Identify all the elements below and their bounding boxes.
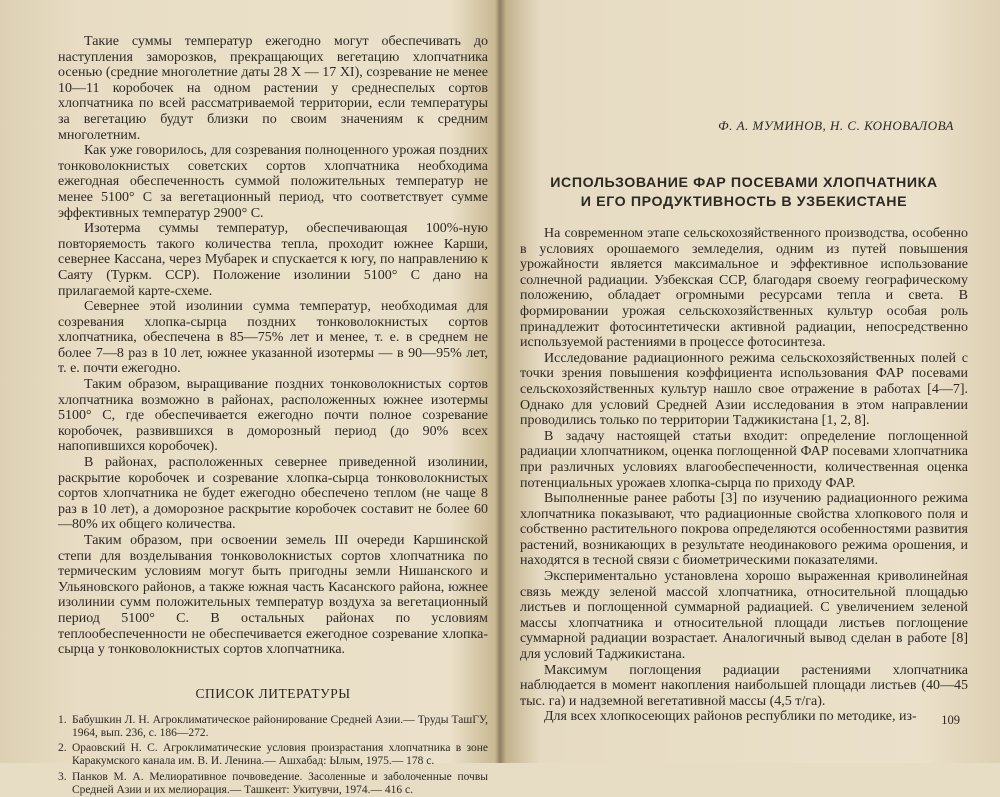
reference-number: 2. [58, 742, 67, 755]
right-paragraph-5: Экспериментально установлена хорошо выраженная криволинейная связь между зеленой массой хлопчатника, относительной площадью листьев и поглощенной суммарной радиацией. С увеличением зеленой массы хлопчатника и относительной площади листьев поглощение суммарной радиации возрастает. Аналогичный вывод сделан в работе [8] для условий Таджикистана. [520, 569, 968, 663]
references-title: СПИСОК ЛИТЕРАТУРЫ [195, 685, 351, 701]
left-paragraph-7: Таким образом, при освоении земель III очереди Каршинской степи для возделывания тонковолокнистых сортов хлопчатника по термическим условиям могут быть пригодны земли Нишанского и Ульяновского районов, а также южная часть Касанского района, южнее изолинии сумм положительных температур воздуха за вегетационный период 5100° С. В остальных районах по условиям теплообеспеченности не обеспечивается ежегодное созревание хлопка-сырца у тонковолокнистых сортов хлопчатника. [58, 533, 488, 658]
right-paragraph-6: Максимум поглощения радиации растениями хлопчатника наблюдается в момент накопления наибольшей площади листьев (40—45 тыс. га) и надземной вегетативной массы (4,5 т/га). [520, 662, 968, 709]
left-paragraph-3: Изотерма суммы температур, обеспечивающая 100%-ную повторяемость такого количества тепла, проходит южнее Карши, севернее Кассана, через Мубарек и спускается к югу, по направлению к Саяту (Туркм. ССР). Положение изолинии 5100° С дано на прилагаемой карте-схеме. [58, 221, 488, 299]
right-paragraph-2: Исследование радиационного режима сельскохозяйственных полей с точки зрения повышения коэффициента использования ФАР посевами сельскохозяйственных культур нашло свое отражение в работах [4—7]. Однако для условий Средней Азии исследования в этом направлении проводились только по территории Таджикистана [1, 2, 8]. [520, 350, 968, 429]
right-paragraph-1: На современном этапе сельскохозяйственного производства, особенно в условиях орошаемого земледелия, одним из путей повышения урожайности является максимальное и эффективное использование солнечной радиации. Узбекская ССР, благодаря своему географическому положению, обладает огромными ресурсами тепла и света. В формировании урожая сельскохозяйственных культур особая роль принадлежит фотосинтетически активной радиации, непосредственно используемой растениями в процессе фотосинтеза. [520, 226, 968, 351]
reference-item [58, 742, 488, 768]
article-authors: Ф. А. МУМИНОВ, Н. С. КОНОВАЛОВА [718, 118, 954, 133]
left-paragraph-5: Таким образом, выращивание поздних тонковолокнистых сортов хлопчатника возможно в районах, расположенных южнее изотермы 5100° С, где обеспечивается ежегодно почти полное созревание коробочек, развившихся в доморозный период (до 90% всех напопившихся коробочек). [58, 377, 488, 455]
article-title-line-2: И ЕГО ПРОДУКТИВНОСТЬ В УЗБЕКИСТАНЕ [580, 194, 908, 210]
reference-item [58, 771, 488, 797]
left-paragraph-6: В районах, расположенных севернее приведенной изолинии, раскрытие коробочек и созревание хлопка-сырца тонковолокнистых сортов хлопчатника не будет ежегодно обеспечено теплом (не чаще 8 раз в 10 лет), а доморозное раскрытие коробочек составит не более 60—80% их общего количества. [58, 455, 488, 533]
right-page [506, 0, 1000, 763]
page-number: 109 [941, 713, 960, 727]
left-page [0, 0, 498, 796]
reference-number: 1. [58, 713, 67, 726]
left-paragraph-2: Как уже говорилось, для созревания полноценного урожая поздних тонковолокнистых советских сортов хлопчатника необходима ежегодная обеспеченность суммой положительных температур не менее 5100° С за вегетационный период, что соответствует сумме эффективных температур 2900° С. [58, 143, 488, 221]
right-paragraph-7: Для всех хлопкосеющих районов республики по методике, из- [544, 709, 917, 725]
reference-item [58, 714, 488, 740]
reference-text: Бабушкин Л. Н. Агроклиматическое районирование Средней Азии.— Труды ТашГУ, 1964, вып. 236, с. 186—272. [72, 713, 488, 739]
reference-text: Панков М. А. Мелиоративное почвоведение. Засоленные и заболоченные почвы Средней Азии и их мелиорация.— Ташкент: Укитувчи, 1974.— 416 с. [72, 770, 488, 796]
reference-number: 3. [58, 770, 67, 783]
reference-text: Ораовский Н. С. Агроклиматические условия произрастания хлопчатника в зоне Каракумского канала им. В. И. Ленина.— Ашхабад: Ылым, 1975.— 178 с. [72, 742, 488, 768]
article-title-line-1: ИСПОЛЬЗОВАНИЕ ФАР ПОСЕВАМИ ХЛОПЧАТНИКА [550, 175, 938, 191]
left-paragraph-1: Такие суммы температур ежегодно могут обеспечивать до наступления заморозков, прекращающих вегетацию хлопчатника осенью (средние многолетние даты 28 X — 17 XI), созревание не менее 10—11 коробочек на одном растении у среднеспелых сортов хлопчатника по всей рассматриваемой территории, если температуры за вегетацию будут близки по своим значениям к средним многолетним. [58, 34, 488, 143]
right-paragraph-3: В задачу настоящей статьи входит: определение поглощенной радиации хлопчатником, оценка поглощенной ФАР посевами хлопчатника при различных условиях влагообеспеченности, количественная оценка потенциальных урожаев хлопка-сырца по приходу ФАР. [520, 428, 968, 491]
left-paragraph-4: Севернее этой изолинии сумма температур, необходимая для созревания хлопка-сырца поздних тонковолокнистых сортов хлопчатника, обеспечена в 85—75% лет и менее, т. е. в среднем не более 7—8 раз в 10 лет, южнее указанной изотермы — в 90—95% лет, т. е. почти ежегодно. [58, 299, 488, 377]
article-title [520, 174, 968, 212]
references-list [58, 714, 488, 797]
right-paragraph-4: Выполненные ранее работы [3] по изучению радиационного режима хлопчатника показывают, что радиационные свойства хлопкового поля и собственно растительного покрова определяются особенностями развития растений, возникающих в результате неодинакового режима орошения, и находятся в тесной связи с биометрическими показателями. [520, 491, 968, 569]
